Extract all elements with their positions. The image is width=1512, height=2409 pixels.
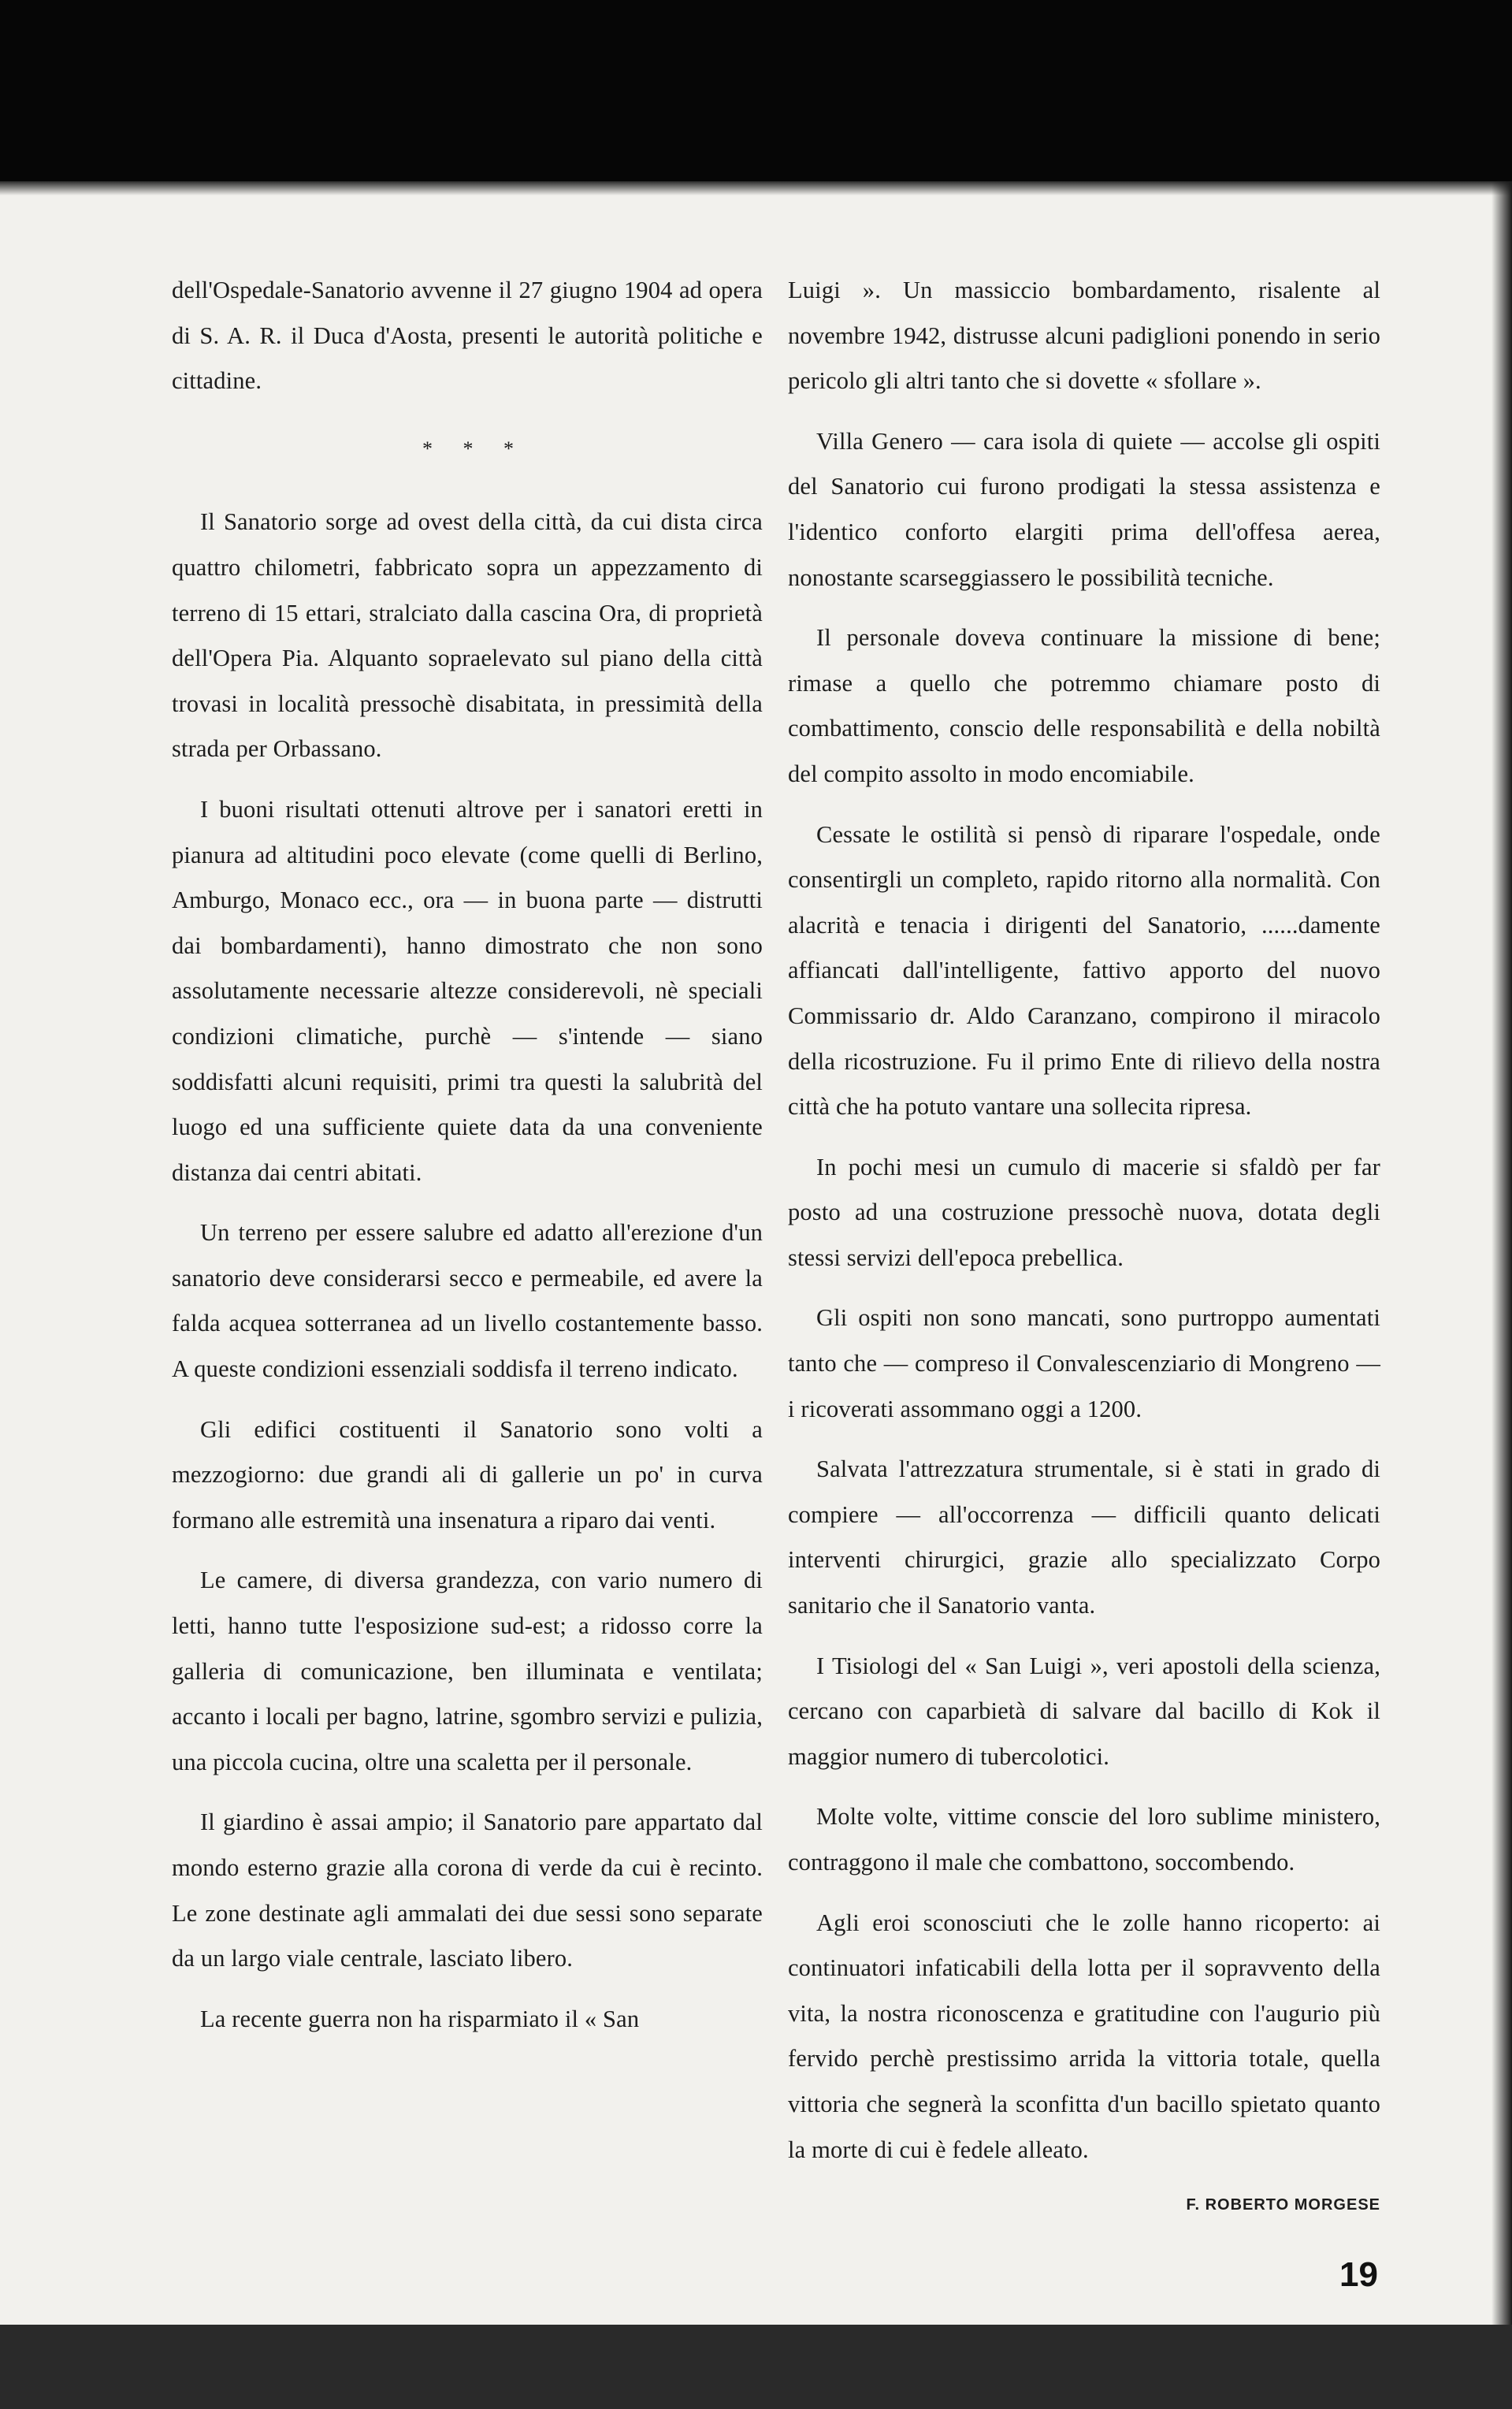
paragraph: dell'Ospedale-Sanatorio avvenne il 27 giugno 1904 ad opera di S. A. R. il Duca d'Aosta, presenti le autorità politiche e cittadine. — [172, 277, 763, 395]
paragraph: I buoni risultati ottenuti altrove per i sanatori eretti in pianura ad altitudini poco elevate (come quelli di Berlino, Amburgo, Monaco ecc., ora — in buona parte — distrutti dai bombardamenti), hanno dimostrato che non sono assolutamente necessarie altezze considerevoli, nè speciali condizioni climatiche, purchè — s'intende — siano soddisfatti alcuni requisiti, primi tra questi la salubrità del luogo ed una sufficiente quiete data da una conveniente distanza dai centri abitati. — [172, 795, 763, 1186]
paragraph: I Tisiologi del « San Luigi », veri apostoli della scienza, cercano con caparbietà di salvare dal bacillo di Kok il maggior numero di tubercolotici. — [788, 1652, 1380, 1770]
page-number: 19 — [1339, 2255, 1378, 2294]
right-column — [788, 268, 1380, 2229]
paragraph: Salvata l'attrezzatura strumentale, si è stati in grado di compiere — all'occorrenza — difficili quanto delicati interventi chirurgici, grazie allo specializzato Corpo sanitario che il Sanatorio vanta. — [788, 1455, 1380, 1619]
author-signature: F. ROBERTO MORGESE — [1186, 2196, 1380, 2214]
page-right-edge — [1492, 181, 1512, 2409]
paragraph: Molte volte, vittime conscie del loro sublime ministero, contraggono il male che combattono, soccombendo. — [788, 1803, 1380, 1876]
paragraph: Gli ospiti non sono mancati, sono purtroppo aumentati tanto che — compreso il Convalescenziario di Mongreno — i ricoverati assommano oggi a 1200. — [788, 1304, 1380, 1422]
paragraph: Luigi ». Un massiccio bombardamento, risalente al novembre 1942, distrusse alcuni padiglioni ponendo in serio pericolo gli altri tanto che si dovette « sfollare ». — [788, 277, 1380, 395]
page-top-shadow — [0, 181, 1512, 195]
paragraph: Un terreno per essere salubre ed adatto all'erezione d'un sanatorio deve considerarsi secco e permeabile, ed avere la falda acquea sotterranea ad un livello costantemente basso. A queste condizioni essenziali soddisfa il terreno indicato. — [172, 1219, 763, 1383]
paragraph: Agli eroi sconosciuti che le zolle hanno ricoperto: ai continuatori infaticabili della lotta per il sopravvento della vita, la nostra riconoscenza e gratitudine con l'augurio più fervido perchè prestissimo arrida la vittoria totale, quella vittoria che segnerà la sconfitta d'un bacillo spietato quanto la morte di cui è fedele alleato. — [788, 1909, 1380, 2163]
paragraph: Cessate le ostilità si pensò di riparare l'ospedale, onde consentirgli un completo, rapido ritorno alla normalità. Con alacrità e tenacia i dirigenti del Sanatorio, ......damente affiancati dall'intelligente, fattivo apporto del nuovo Commissario dr. Aldo Caranzano, compirono il miracolo della ricostruzione. Fu il primo Ente di rilievo della nostra città che ha potuto vantare una sollecita ripresa. — [788, 820, 1380, 1121]
paragraph: Villa Genero — cara isola di quiete — accolse gli ospiti del Sanatorio cui furono prodigati la stessa assistenza e l'identico conforto elargiti prima dell'offesa aerea, nonostante scarseggiassero le possibilità tecniche. — [788, 427, 1380, 591]
paragraph: In pochi mesi un cumulo di macerie si sfaldò per far posto ad una costruzione pressochè nuova, dotata degli stessi servizi dell'epoca prebellica. — [788, 1153, 1380, 1271]
section-separator: * * * — [422, 437, 526, 460]
paragraph: Gli edifici costituenti il Sanatorio sono volti a mezzogiorno: due grandi ali di gallerie un po' in curva formano alle estremità una insenatura a riparo dai venti. — [172, 1415, 763, 1534]
left-column — [172, 268, 763, 2057]
paragraph: Il giardino è assai ampio; il Sanatorio pare appartato dal mondo esterno grazie alla corona di verde da cui è recinto. Le zone destinate agli ammalati dei due sessi sono separate da un largo viale centrale, lasciato libero. — [172, 1809, 763, 1972]
paragraph: Il personale doveva continuare la missione di bene; rimase a quello che potremmo chiamare posto di combattimento, conscio delle responsabilità e della nobiltà del compito assolto in modo encomiabile. — [788, 624, 1380, 787]
paragraph: Il Sanatorio sorge ad ovest della città, da cui dista circa quattro chilometri, fabbricato sopra un appezzamento di terreno di 15 ettari, stralciato dalla cascina Ora, di proprietà dell'Opera Pia. Alquanto sopraelevato sul piano della città trovasi in località pressochè disabitata, in pressimità della strada per Orbassano. — [172, 508, 763, 763]
paragraph: Le camere, di diversa grandezza, con vario numero di letti, hanno tutte l'esposizione sud-est; a ridosso corre la galleria di comunicazione, ben illuminata e ventilata; accanto i locali per bagno, latrine, sgombro servizi e pulizia, una piccola cucina, oltre una scaletta per il personale. — [172, 1567, 763, 1775]
paragraph: La recente guerra non ha risparmiato il « San — [200, 2005, 640, 2032]
scan-bottom-edge — [0, 2325, 1512, 2409]
